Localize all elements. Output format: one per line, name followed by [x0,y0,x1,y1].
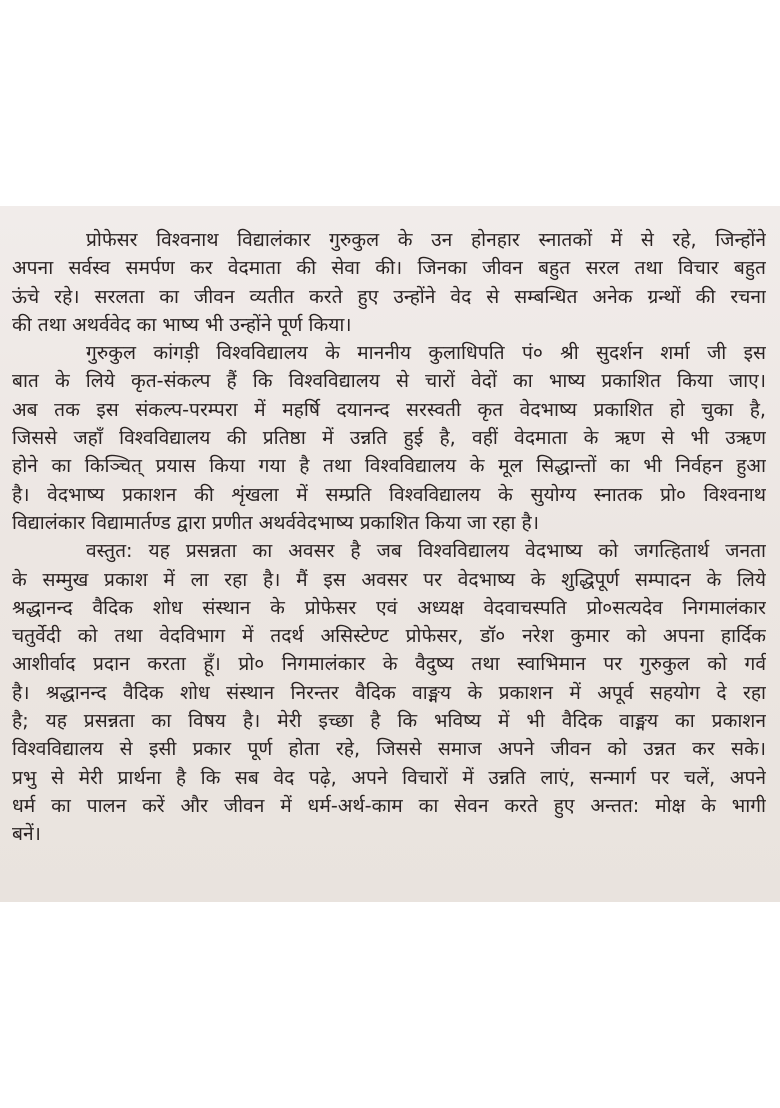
text-line: श्रद्धानन्द वैदिक शोध संस्थान के प्रोफेसर एवं अध्यक्ष वेदवाचस्पति प्रो०सत्यदेव निगमालंकार [12,595,766,619]
text-line: विद्यालंकार विद्यामार्तण्ड द्वारा प्रणीत अथर्ववेदभाष्य प्रकाशित किया जा रहा है। [12,510,540,534]
text-line: चतुर्वेदी को तथा वेदविभाग में तदर्थ असिस्टेण्ट प्रोफेसर, डॉ० नरेश कुमार को अपना हार्दिक [12,624,766,648]
text-line: की तथा अथर्ववेद का भाष्य भी उन्होंने पूर्ण किया। [12,312,352,336]
text-line: प्रभु से मेरी प्रार्थना है कि सब वेद पढ़े, अपने विचारों में उन्नति लाएं, सन्मार्ग पर चलें, अपने [12,765,766,789]
paragraph-1 [12,226,766,339]
text-line: होने का किञ्चित् प्रयास किया गया है तथा विश्वविद्यालय के मूल सिद्धान्तों का भी निर्वहन हुआ [12,454,766,478]
text-line: जिससे जहाँ विश्वविद्यालय की प्रतिष्ठा में उन्नति हुई है, वहीं वेदमाता के ऋण से भी उऋण [12,426,766,450]
text-line: आशीर्वाद प्रदान करता हूँ। प्रो० निगमालंकार के वैदुष्य तथा स्वाभिमान पर गुरुकुल को गर्व [12,652,766,676]
text-line: है। श्रद्धानन्द वैदिक शोध संस्थान निरन्तर वैदिक वाङ्मय के प्रकाशन में अपूर्व सहयोग दे रहा [12,680,766,704]
paragraph-3 [12,537,766,848]
text-line: अपना सर्वस्व समर्पण कर वेदमाता की सेवा की। जिनका जीवन बहुत सरल तथा विचार बहुत [12,256,766,280]
text-line: के सम्मुख प्रकाश में ला रहा है। मैं इस अवसर पर वेदभाष्य के शुद्धिपूर्ण सम्पादन के लिये [12,567,766,591]
text-line: है; यह प्रसन्नता का विषय है। मेरी इच्छा है कि भविष्य में भी वैदिक वाङ्मय का प्रकाशन [12,709,766,733]
text-line: गुरुकुल कांगड़ी विश्वविद्यालय के माननीय कुलाधिपति पं० श्री सुदर्शन शर्मा जी इस [86,341,766,365]
text-line: ऊंचे रहे। सरलता का जीवन व्यतीत करते हुए उन्होंने वेद से सम्बन्धित अनेक ग्रन्थों की रचना [12,284,766,308]
text-line: है। वेदभाष्य प्रकाशन की शृंखला में सम्प्रति विश्वविद्यालय के सुयोग्य स्नातक प्रो० विश्वनाथ [12,482,766,506]
text-line: प्रोफेसर विश्वनाथ विद्यालंकार गुरुकुल के उन होनहार स्नातकों में से रहे, जिन्होंने [86,228,766,251]
text-line: अब तक इस संकल्प-परम्परा में महर्षि दयानन्द सरस्वती कृत वेदभाष्य प्रकाशित हो चुका है, [12,397,766,421]
paragraph-2 [12,339,766,537]
text-line: धर्म का पालन करें और जीवन में धर्म-अर्थ-काम का सेवन करते हुए अन्तत: मोक्ष के भागी [12,793,766,817]
document-body [12,226,766,849]
text-line: बात के लिये कृत-संकल्प हैं कि विश्वविद्यालय से चारों वेदों का भाष्य प्रकाशित किया जाए। [12,369,766,393]
text-line: वस्तुत: यह प्रसन्नता का अवसर है जब विश्वविद्यालय वेदभाष्य को जगत्हितार्थ जनता [86,539,766,563]
text-line: विश्वविद्यालय से इसी प्रकार पूर्ण होता रहे, जिससे समाज अपने जीवन को उन्नत कर सके। [12,737,766,761]
text-line: बनें। [12,822,41,846]
